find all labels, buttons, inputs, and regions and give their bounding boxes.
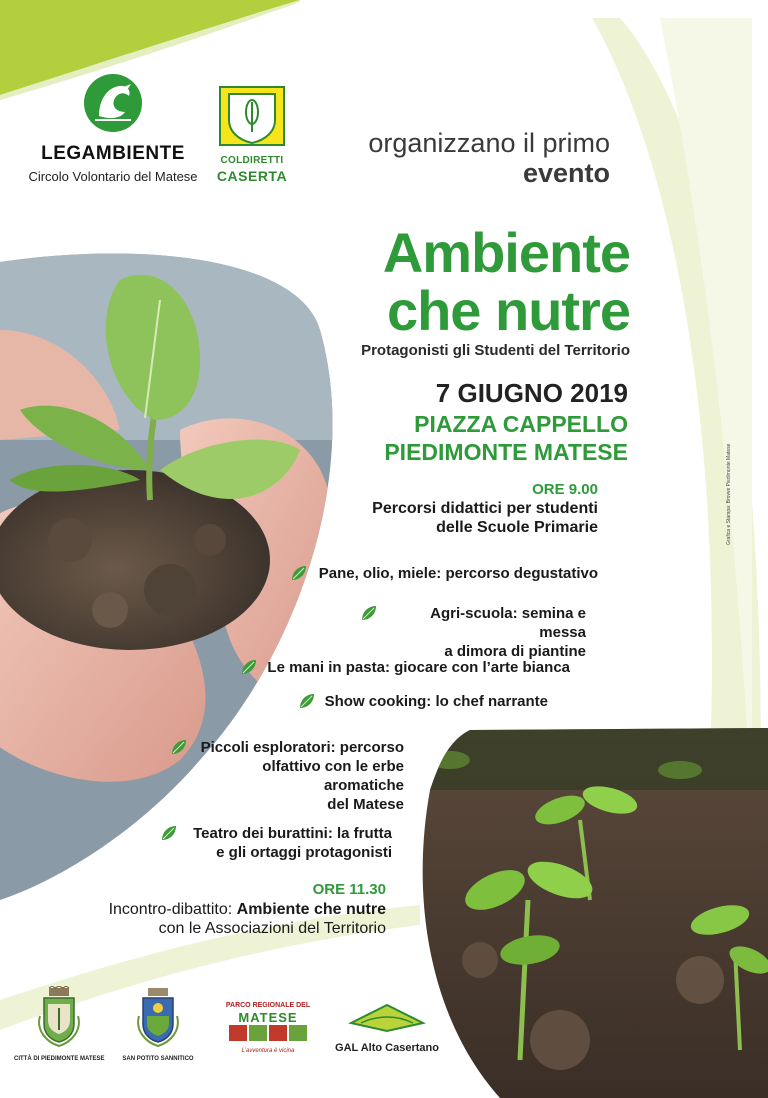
event-date: 7 GIUGNO 2019 (435, 378, 628, 408)
intro-line-2: delle Scuole Primarie (436, 519, 598, 536)
leaf-icon (298, 692, 316, 710)
time-morning: ORE 9.00 (532, 481, 598, 498)
organizers-intro (330, 128, 610, 188)
parco-top-text: PARCO REGIONALE DEL (225, 1002, 311, 1009)
coldiretti-name: COLDIRETTI (220, 155, 284, 166)
leaf-icon (170, 738, 188, 756)
leaf-icon (290, 564, 308, 582)
event-title (320, 221, 630, 342)
activity-text: Pane, olio, miele: percorso degustativo (318, 565, 598, 582)
leaf-icon (160, 824, 178, 842)
activity-item (360, 604, 586, 661)
print-credit: Grafica e Stampa: Brovve Piedimonte Matese (726, 443, 732, 545)
title-line-1: Ambiente (382, 221, 630, 284)
activity-text: Show cooking: lo chef narrante (324, 693, 548, 710)
event-subtitle: Protagonisti gli Studenti del Territorio (361, 342, 630, 359)
activity-text: Agri-scuola: semina e messa (430, 605, 586, 641)
coldiretti-city: CASERTA (216, 168, 288, 184)
debate-title: Ambiente che nutre (236, 901, 386, 918)
debate-line-2: con le Associazioni del Territorio (158, 920, 386, 937)
piedimonte-logo (14, 986, 104, 1062)
parco-name: MATESE (238, 1010, 298, 1025)
parco-matese-logo (225, 1002, 311, 1054)
coldiretti-emblem-icon (219, 86, 285, 146)
activity-item (170, 738, 404, 814)
leaf-icon (240, 658, 258, 676)
debate-label: Incontro-dibattito: (108, 901, 233, 918)
intro-line-1: Percorsi didattici per studenti (372, 500, 598, 517)
activity-text: Piccoli esploratori: percorso (200, 739, 404, 756)
legambiente-name: LEGAMBIENTE (41, 143, 185, 164)
activity-item (290, 564, 598, 583)
time-late: ORE 11.30 (312, 881, 386, 898)
legambiente-logo (18, 72, 208, 184)
coat-of-arms-icon (34, 986, 84, 1048)
debate-block (60, 900, 386, 938)
legambiente-sub: Circolo Volontario del Matese (28, 169, 198, 184)
coat-of-arms-icon (133, 986, 183, 1048)
activity-text: Le mani in pasta: giocare con l’arte bianca (267, 659, 570, 676)
parco-emblem-icon (229, 1025, 307, 1041)
activity-item (160, 824, 392, 862)
activity-text: Teatro dei burattini: la frutta (193, 825, 392, 842)
activity-text: a dimora di piantine (444, 643, 586, 660)
evento-text: evento (522, 158, 610, 188)
event-place (300, 410, 628, 466)
gal-logo (332, 1003, 442, 1054)
activity-item (298, 692, 548, 711)
coldiretti-logo (210, 86, 294, 184)
title-line-2: che nutre (386, 279, 630, 342)
morning-intro (300, 499, 598, 537)
san-potito-caption: SAN POTITO SANNITICO (122, 1056, 194, 1062)
activity-text: olfattivo con le erbe aromatiche (262, 758, 404, 794)
leaf-icon (360, 604, 378, 622)
gal-name: GAL Alto Casertano (335, 1042, 439, 1054)
seedlings-soil-photo (400, 720, 768, 1098)
parco-tagline: L’avventura è vicina (241, 1048, 295, 1054)
place-line-1: PIAZZA CAPPELLO (414, 411, 628, 437)
san-potito-logo (118, 986, 198, 1062)
place-line-2: PIEDIMONTE MATESE (384, 439, 628, 465)
organizzano-text: organizzano il primo (368, 128, 610, 158)
activity-text: del Matese (327, 796, 404, 813)
piedimonte-caption: CITTÀ DI PIEDIMONTE MATESE (14, 1056, 105, 1062)
swan-icon (81, 72, 145, 134)
gal-emblem-icon (347, 1003, 427, 1033)
seedling-hands-photo (0, 240, 340, 920)
activity-text: e gli ortaggi protagonisti (216, 844, 392, 861)
activity-item (240, 658, 570, 677)
